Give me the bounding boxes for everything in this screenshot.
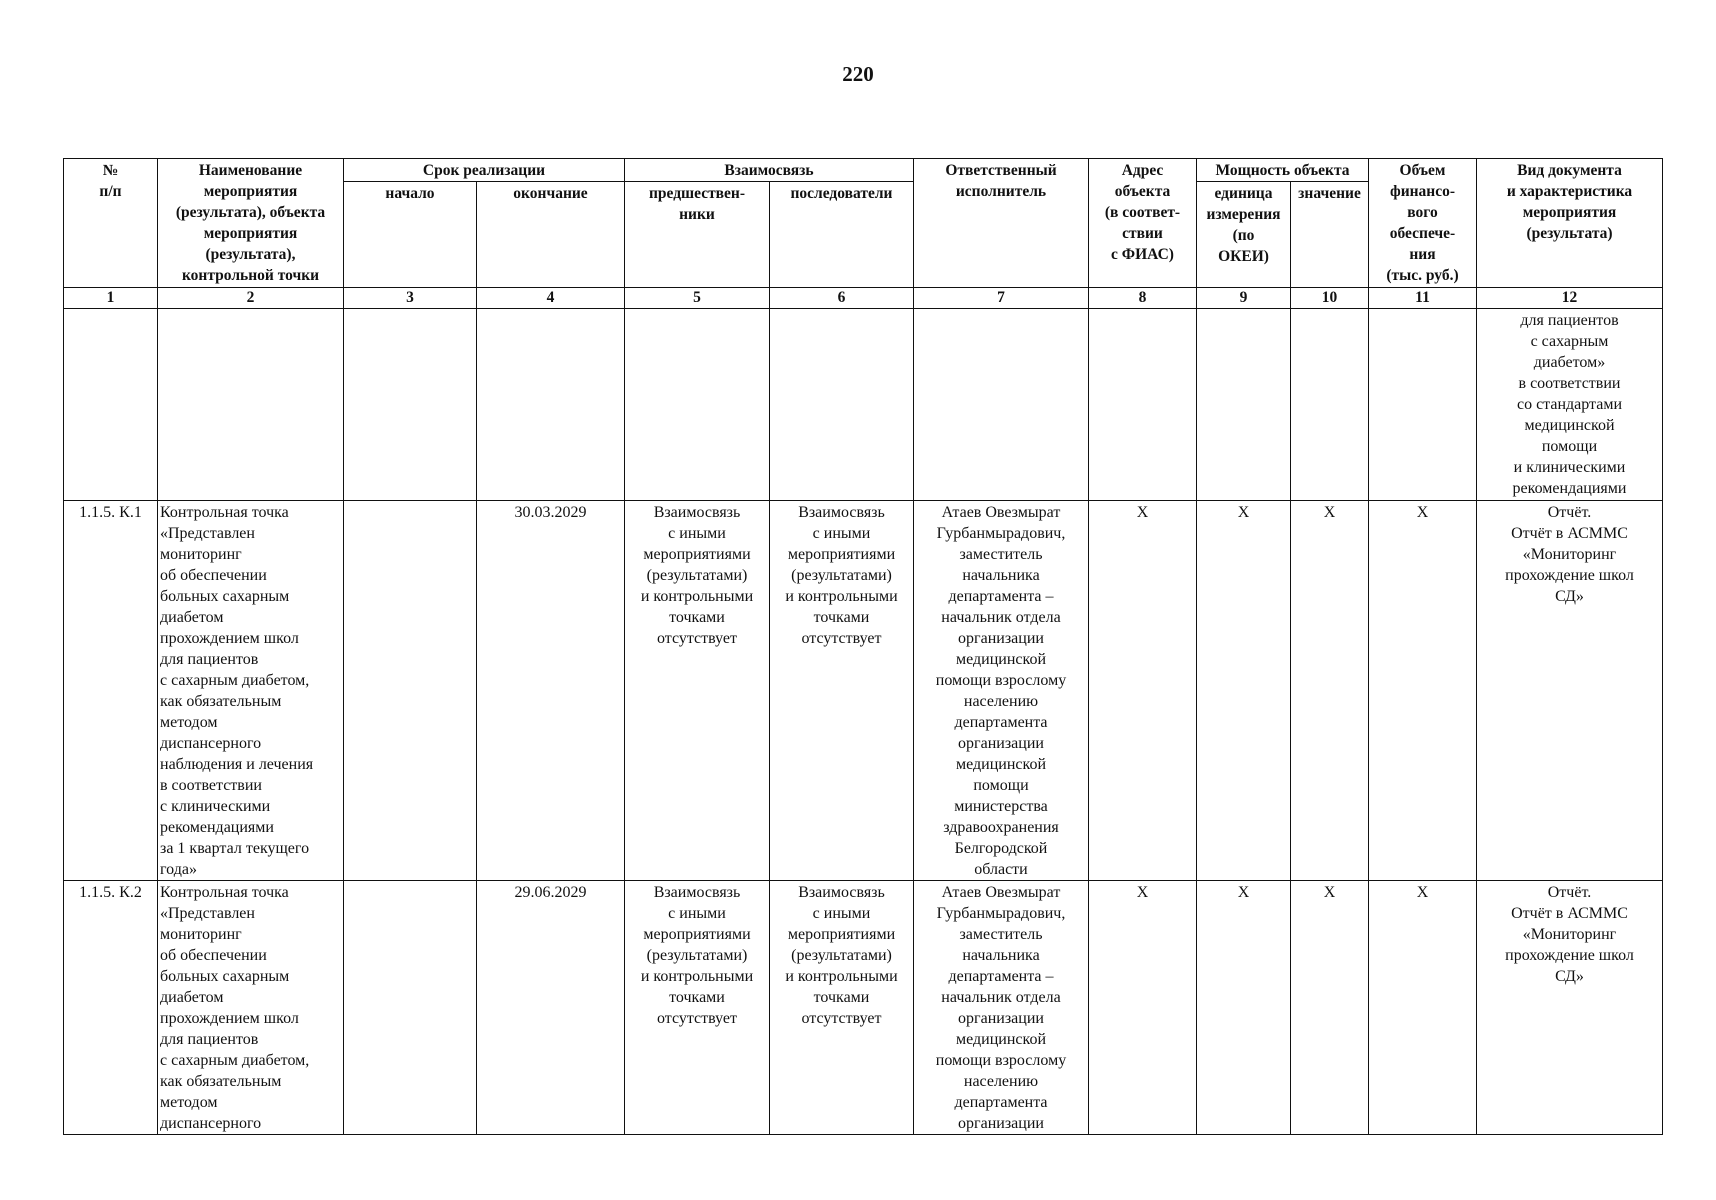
header-value: значение <box>1291 182 1369 288</box>
table-cell <box>1089 309 1197 501</box>
column-number: 6 <box>770 288 914 309</box>
table-cell <box>477 309 625 501</box>
address-cell: Х <box>1089 501 1197 881</box>
start-cell <box>344 501 477 881</box>
table-row <box>64 501 1663 881</box>
header-row-1 <box>64 159 1663 182</box>
num-cell: 1.1.5. К.1 <box>64 501 158 881</box>
table-cell <box>158 309 344 501</box>
column-number: 10 <box>1291 288 1369 309</box>
start-cell <box>344 881 477 1135</box>
unit-cell: Х <box>1197 501 1291 881</box>
column-number: 5 <box>625 288 770 309</box>
name-cell: Контрольная точка «Представлен мониторинг об обеспечении больных сахарным диабетом прохождением школ для пациентов с сахарным диабетом, как обязательным методом диспансерного <box>158 881 344 1135</box>
table-cell <box>625 309 770 501</box>
header-successors: последователи <box>770 182 914 288</box>
column-number: 11 <box>1369 288 1477 309</box>
end-cell: 30.03.2029 <box>477 501 625 881</box>
column-number: 12 <box>1477 288 1663 309</box>
events-table <box>63 158 1663 1135</box>
page-number: 220 <box>842 62 874 86</box>
address-cell: Х <box>1089 881 1197 1135</box>
header-end: окончание <box>477 182 625 288</box>
value-cell: Х <box>1291 881 1369 1135</box>
table-cell <box>914 309 1089 501</box>
name-cell: Контрольная точка «Представлен мониторинг об обеспечении больных сахарным диабетом прохождением школ для пациентов с сахарным диабетом, как обязательным методом диспансерного наблюдения и лечения в соответствии с клиническими рекомендациями за 1 квартал текущего года» <box>158 501 344 881</box>
header-responsible: Ответственный исполнитель <box>914 159 1089 288</box>
table-cell <box>1291 309 1369 501</box>
column-number: 9 <box>1197 288 1291 309</box>
header-predecessors: предшествен- ники <box>625 182 770 288</box>
column-number: 3 <box>344 288 477 309</box>
finance-cell: Х <box>1369 881 1477 1135</box>
successors-cell: Взаимосвязь с иными мероприятиями (результатами) и контрольными точками отсутствует <box>770 881 914 1135</box>
header-relation: Взаимосвязь <box>625 159 914 182</box>
predecessors-cell: Взаимосвязь с иными мероприятиями (результатами) и контрольными точками отсутствует <box>625 881 770 1135</box>
successors-cell: Взаимосвязь с иными мероприятиями (результатами) и контрольными точками отсутствует <box>770 501 914 881</box>
column-number: 2 <box>158 288 344 309</box>
continuation-row <box>64 309 1663 501</box>
doc-cell: Отчёт. Отчёт в АСММС «Мониторинг прохождение школ СД» <box>1477 501 1663 881</box>
table-cell <box>64 309 158 501</box>
header-finance: Объем финансо- вого обеспече- ния (тыс. руб.) <box>1369 159 1477 288</box>
doc-cell: Отчёт. Отчёт в АСММС «Мониторинг прохождение школ СД» <box>1477 881 1663 1135</box>
num-cell: 1.1.5. К.2 <box>64 881 158 1135</box>
column-number: 1 <box>64 288 158 309</box>
value-cell: Х <box>1291 501 1369 881</box>
responsible-cell: Атаев Овезмырат Гурбанмырадович, заместитель начальника департамента – начальник отдела организации медицинской помощи взрослому населению департамента организации <box>914 881 1089 1135</box>
header-num: № п/п <box>64 159 158 288</box>
end-cell: 29.06.2029 <box>477 881 625 1135</box>
table-cell <box>770 309 914 501</box>
column-number: 8 <box>1089 288 1197 309</box>
header-name: Наименование мероприятия (результата), объекта мероприятия (результата), контрольной точки <box>158 159 344 288</box>
finance-cell: Х <box>1369 501 1477 881</box>
responsible-cell: Атаев Овезмырат Гурбанмырадович, заместитель начальника департамента – начальник отдела организации медицинской помощи взрослому населению департамента организации медицинской помощи министерства здравоохранения Белгородской области <box>914 501 1089 881</box>
column-number: 7 <box>914 288 1089 309</box>
header-start: начало <box>344 182 477 288</box>
table-cell <box>344 309 477 501</box>
header-unit: единица измерения (по ОКЕИ) <box>1197 182 1291 288</box>
table-row <box>64 881 1663 1135</box>
header-period: Срок реализации <box>344 159 625 182</box>
table-cell <box>1197 309 1291 501</box>
predecessors-cell: Взаимосвязь с иными мероприятиями (результатами) и контрольными точками отсутствует <box>625 501 770 881</box>
header-doc: Вид документа и характеристика мероприятия (результата) <box>1477 159 1663 288</box>
header-capacity: Мощность объекта <box>1197 159 1369 182</box>
unit-cell: Х <box>1197 881 1291 1135</box>
table-cell <box>1369 309 1477 501</box>
column-number: 4 <box>477 288 625 309</box>
header-address: Адрес объекта (в соответ- ствии с ФИАС) <box>1089 159 1197 288</box>
doc-cell: для пациентов с сахарным диабетом» в соответствии со стандартами медицинской помощи и клиническими рекомендациями <box>1477 309 1663 501</box>
column-number-row <box>64 288 1663 309</box>
